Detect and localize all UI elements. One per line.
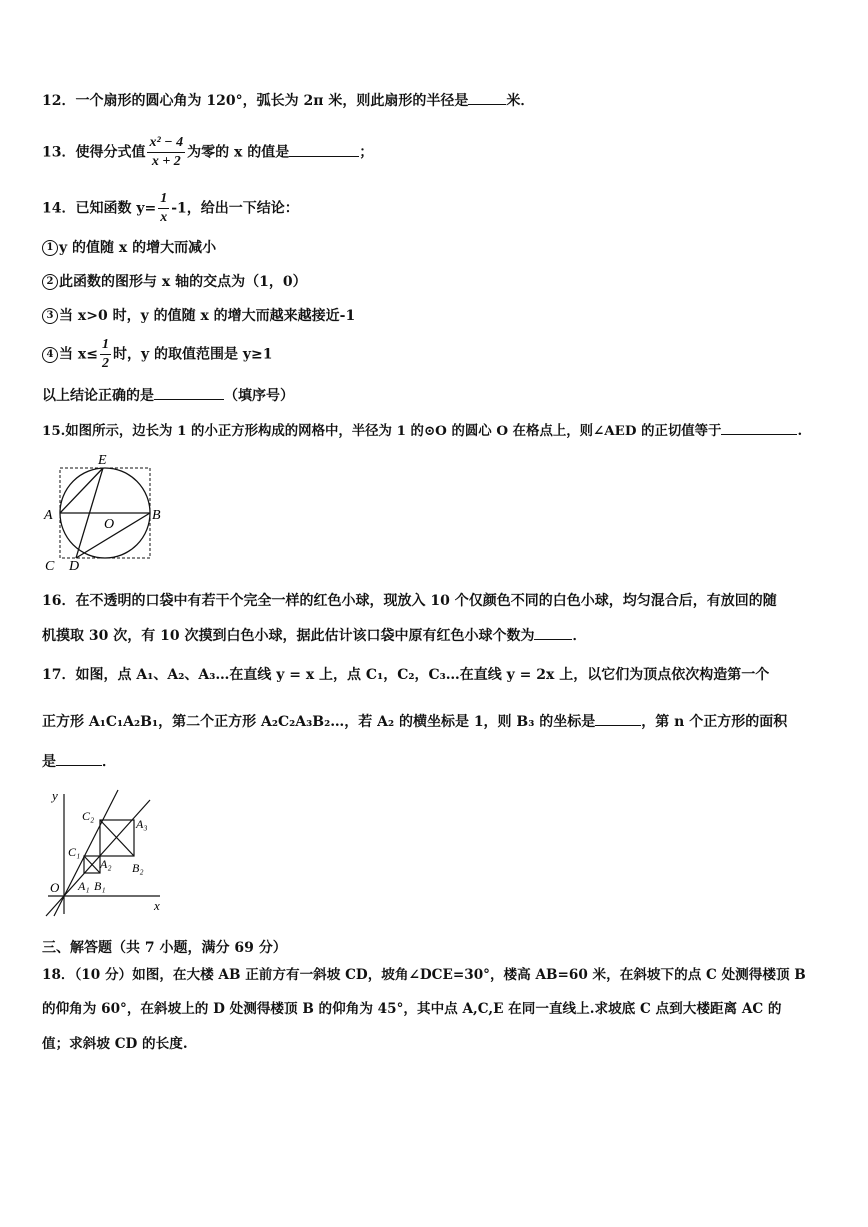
label-b2: B₂: [132, 861, 144, 875]
fraction-13: $\frac{\text{x² − 4}}{x + 2}$: [149, 135, 184, 169]
figure-17-squares: [40, 786, 170, 920]
label-a1: A₁: [78, 879, 90, 893]
label-b: B: [152, 508, 161, 523]
label-a: A: [44, 508, 53, 523]
label-x: x: [154, 898, 160, 913]
figure-15-grid-circle: [40, 452, 170, 574]
question-16-line-1: 16．在不透明的口袋中有若干个完全一样的红色小球，现放入 10 个仅颜色不同的白色小球，均匀混合后，有放回的随: [42, 593, 777, 609]
question-16-line-2: 机摸取 30 次，有 10 次摸到白色小球，据此估计该口袋中原有红色小球个数为 ．: [42, 625, 586, 646]
answer-blank-16[interactable]: [534, 625, 572, 640]
fraction-14-4: $\frac{1}{2}$: [101, 337, 109, 371]
answer-blank-13[interactable]: [289, 142, 359, 157]
label-c1: C₁: [68, 845, 81, 859]
question-18-line-1: 18．（10 分）如图，在大楼 AB 正前方有一斜坡 CD，坡角∠DCE=30°，楼高 AB=60 米，在斜坡下的点 C 处测得楼顶 B: [42, 967, 806, 983]
question-18-line-3: 值；求斜坡 CD 的长度.: [42, 1036, 188, 1052]
question-15: 15.如图所示，边长为 1 的小正方形构成的网格中，半径为 1 的⊙O 的圆心 O 在格点上，则∠AED 的正切值等于 .: [42, 420, 802, 441]
question-18-line-2: 的仰角为 60°，在斜坡上的 D 处测得楼顶 B 的仰角为 45°，其中点 A,C,E 在同一直线上.求坡底 C 点到大楼距离 AC 的: [42, 1001, 782, 1017]
circled-number-4: 4: [42, 347, 58, 363]
label-o: O: [50, 880, 60, 895]
label-b1: B₁: [94, 879, 106, 893]
circled-number-3: 3: [42, 308, 58, 324]
answer-blank-12[interactable]: [468, 90, 506, 105]
label-d: D: [69, 559, 80, 574]
question-14: 14．已知函数 y= $\frac{1}{x}$ -1，给出一下结论：: [42, 191, 299, 225]
circled-number-1: 1: [42, 240, 58, 256]
line-y-x: [46, 800, 150, 916]
conclusion-2: 2 此函数的图形与 x 轴的交点为（1，0）: [42, 272, 307, 292]
label-c: C: [45, 559, 55, 574]
conclusion-1: 1 y 的值随 x 的增大而减小: [42, 238, 216, 258]
section-3-heading: 三、解答题（共 7 小题，满分 69 分）: [42, 940, 287, 956]
question-17-line-3: 是 ．: [42, 751, 116, 772]
question-17-line-2: 正方形 A₁C₁A₂B₁，第二个正方形 A₂C₂A₃B₂…，若 A₂ 的横坐标是 1，则 B₃ 的坐标是 ，第 n 个正方形的面积: [42, 711, 787, 732]
conclusion-4: 4 当 x≤ $\frac{1}{2}$ 时，y 的取值范围是 y≥1: [42, 336, 272, 373]
label-y: y: [52, 788, 58, 803]
question-12: 12．一个扇形的圆心角为 120°，弧长为 2π 米，则此扇形的半径是 米．: [42, 90, 534, 111]
answer-blank-14[interactable]: [154, 385, 224, 400]
answer-blank-15[interactable]: [721, 420, 797, 435]
label-a2: A₂: [100, 857, 112, 871]
answer-blank-17b[interactable]: [56, 751, 102, 766]
label-e: E: [98, 453, 107, 468]
circled-number-2: 2: [42, 274, 58, 290]
question-13: 13．使得分式值 $\frac{\text{x² − 4}}{x + 2}$ 为零的 x 的值是 ；: [42, 135, 374, 169]
answer-blank-17a[interactable]: [595, 711, 641, 726]
question-17-line-1: 17．如图，点 A₁、A₂、A₃…在直线 y = x 上，点 C₁，C₂，C₃…在直线 y = 2x 上，以它们为顶点依次构造第一个: [42, 667, 770, 683]
label-o: O: [104, 517, 115, 532]
conclusion-3: 3 当 x>0 时，y 的值随 x 的增大而越来越接近-1: [42, 306, 355, 326]
label-c2: C₂: [82, 809, 95, 823]
label-a3: A₃: [136, 817, 148, 831]
fraction-14: $\frac{1}{x}$: [160, 191, 168, 225]
conclusion-prompt: 以上结论正确的是 （填序号）: [42, 385, 294, 406]
